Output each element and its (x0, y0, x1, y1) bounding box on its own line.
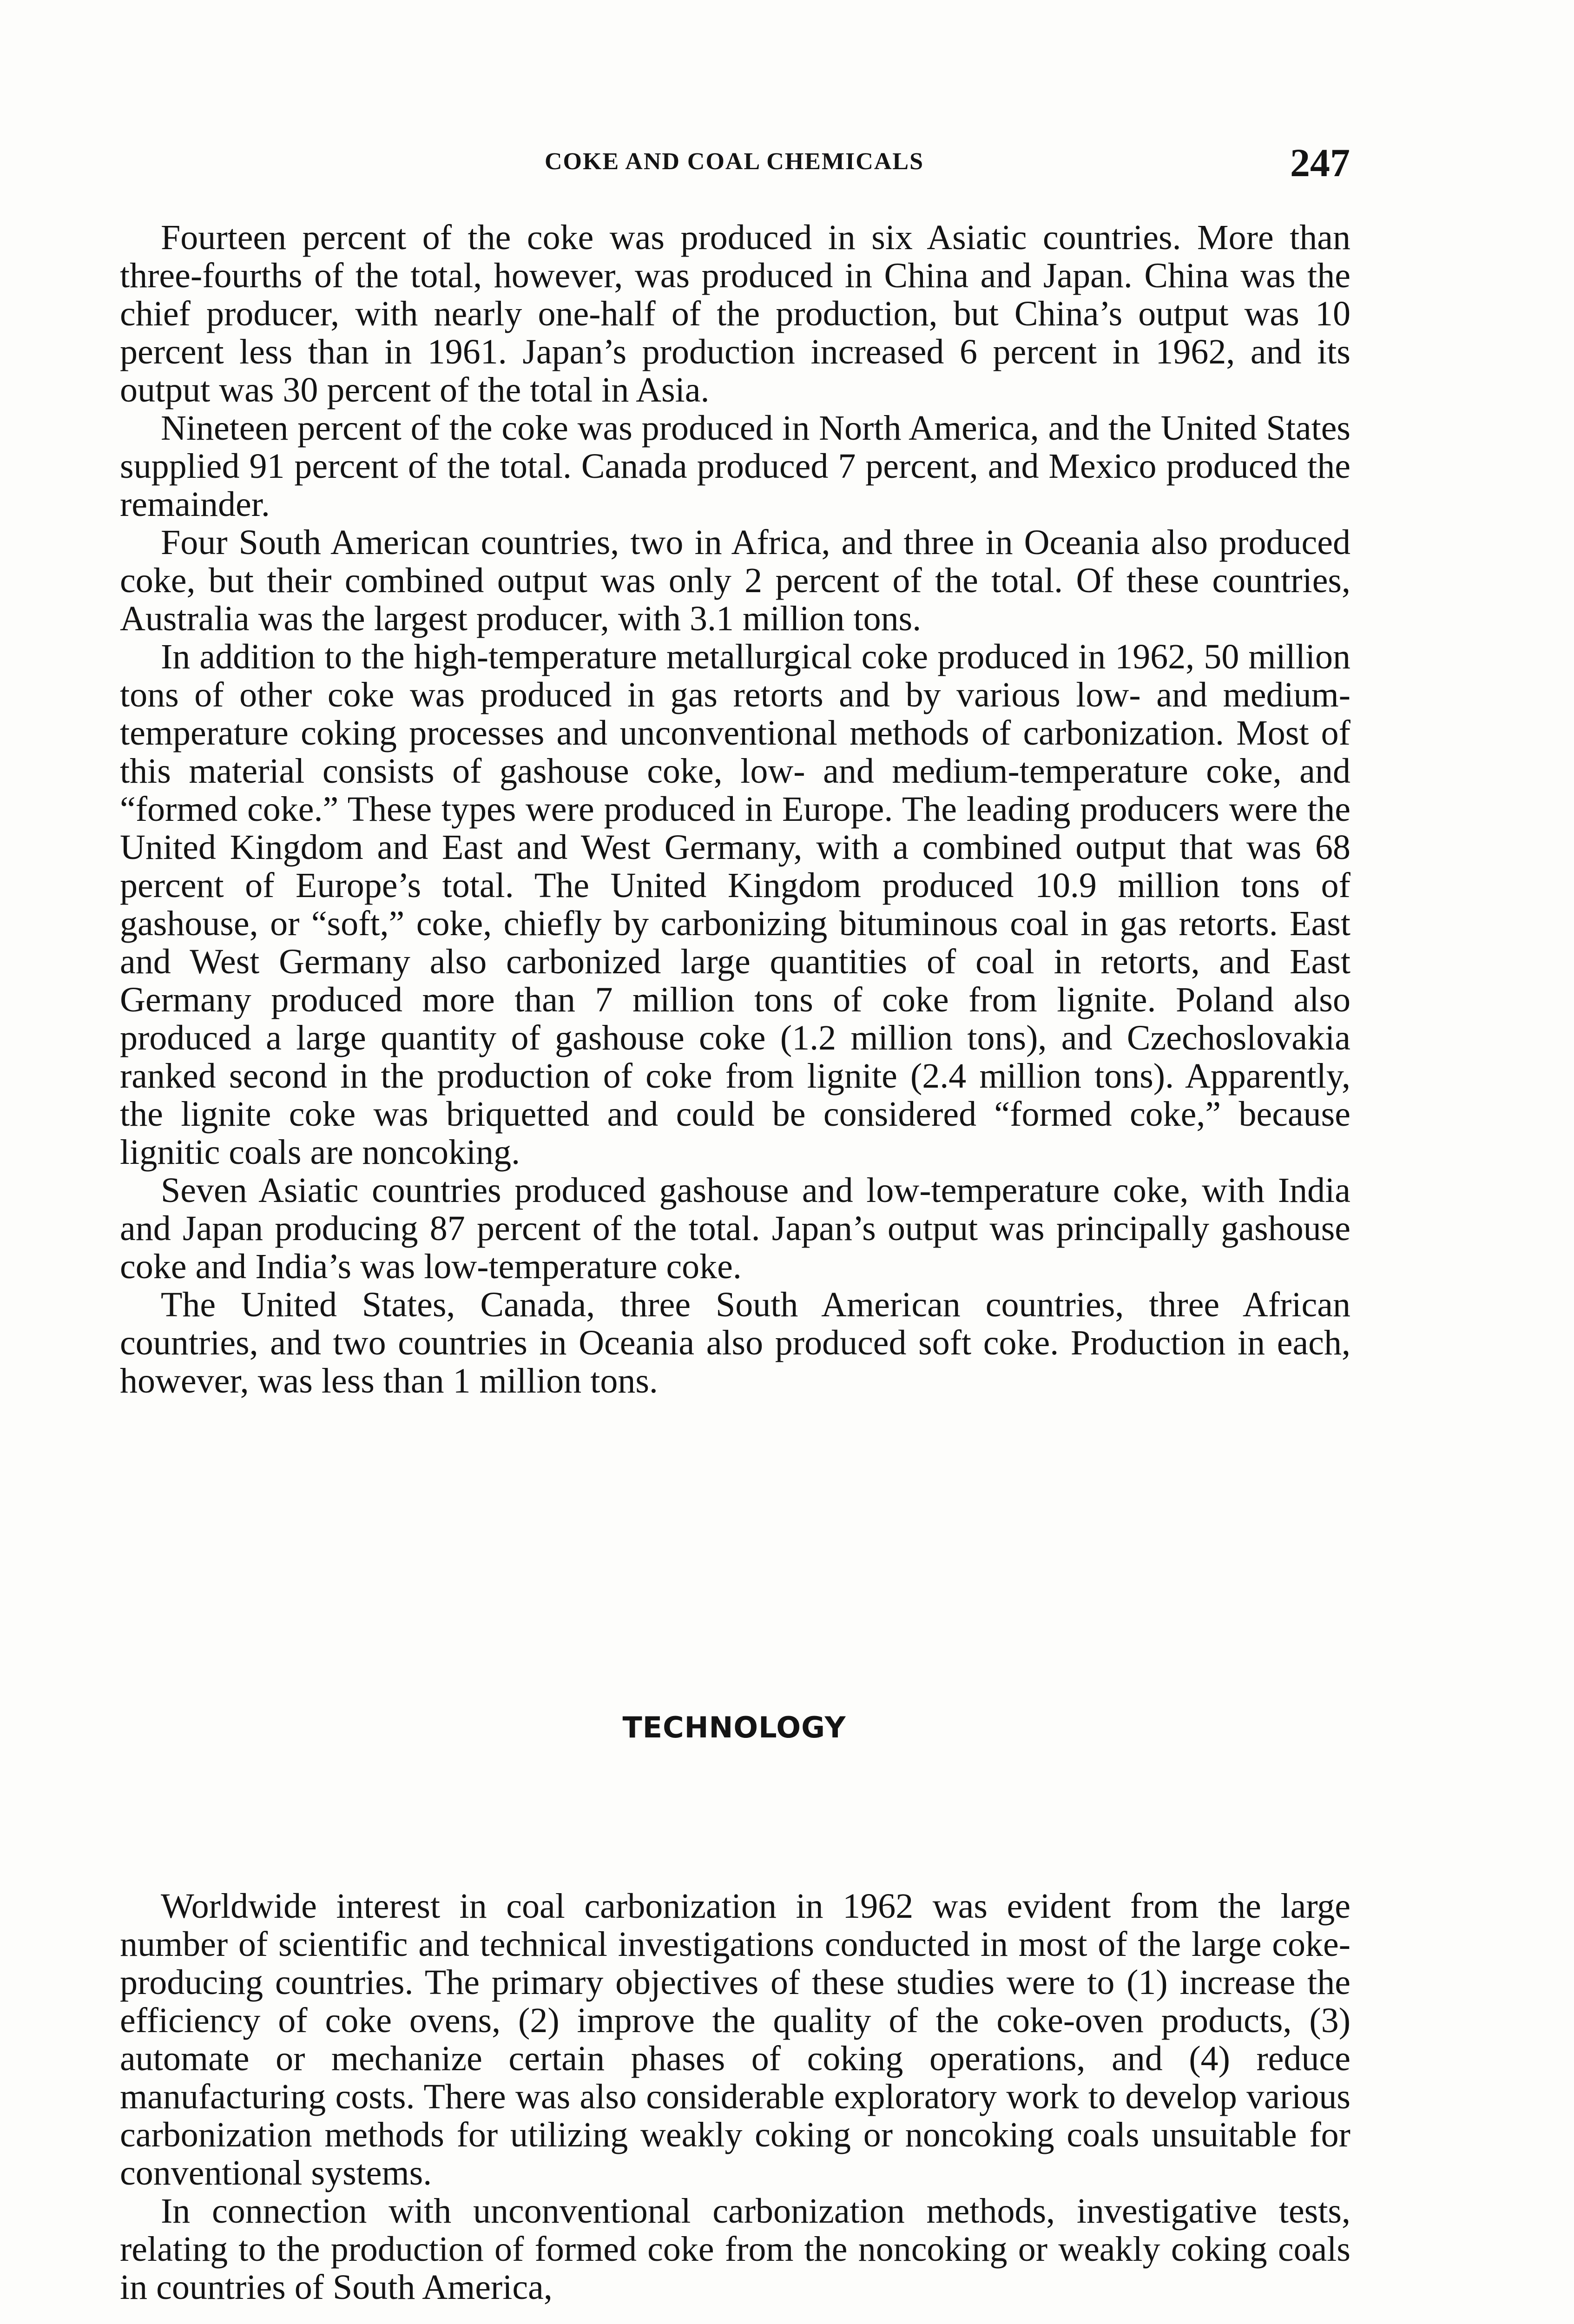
paragraph-south-america-africa-oceania: Four South American countries, two in Africa, and three in Oceania also produced coke, but their combined output was only 2 percent of the total. Of these countries, Australia was the largest producer, with 3.1 million tons. (120, 523, 1350, 638)
running-head (119, 139, 1350, 191)
body-text-lower (120, 1887, 1350, 2306)
section-heading-technology: TECHNOLOGY (622, 1710, 846, 1744)
paragraph-worldwide-interest: Worldwide interest in coal carbonization in 1962 was evident from the large number of scientific and technical investigations conducted in most of the large coke-producing countries. The primary objectives of these studies were to (1) increase the efficiency of coke ovens, (2) improve the quality of the coke-oven products, (3) automate or mechanize certain phases of coking operations, and (4) reduce manufacturing costs. There was also considerable exploratory work to develop various carbonization methods for utilizing weakly coking or noncoking coals unsuitable for conventional systems. (120, 1887, 1350, 2192)
paragraph-asia: Fourteen percent of the coke was produced in six Asiatic countries. More than three-fourths of the total, however, was produced in China and Japan. China was the chief producer, with nearly one-half of the production, but China’s output was 10 percent less than in 1961. Japan’s production increased 6 percent in 1962, and its output was 30 percent of the total in Asia. (120, 218, 1350, 409)
body-text-upper (120, 218, 1350, 1400)
paragraph-asiatic-gashouse: Seven Asiatic countries produced gashouse and low-temperature coke, with India and Japan producing 87 percent of the total. Japan’s output was principally gashouse coke and India’s was low-temperature coke. (120, 1171, 1350, 1286)
running-title: COKE AND COAL CHEMICALS (545, 148, 924, 175)
paragraph-unconventional-methods: In connection with unconventional carbonization methods, investigative tests, relating to the production of formed coke from the noncoking or weakly coking coals in countries of South America, (120, 2192, 1350, 2307)
paragraph-other-coke: In addition to the high-temperature metallurgical coke produced in 1962, 50 million tons of other coke was produced in gas retorts and by various low- and medium-temperature coking processes and unconventional methods of carbonization. Most of this material consists of gashouse coke, low- and medium-temperature coke, and “formed coke.” These types were produced in Europe. The leading producers were the United Kingdom and East and West Germany, with a combined output that was 68 percent of Europe’s total. The United Kingdom produced 10.9 million tons of gashouse, or “soft,” coke, chiefly by carbonizing bituminous coal in gas retorts. East and West Germany also carbonized large quantities of coal in retorts, and East Germany produced more than 7 million tons of coke from lignite. Poland also produced a large quantity of gashouse coke (1.2 million tons), and Czechoslovakia ranked second in the production of coke from lignite (2.4 million tons). Apparently, the lignite coke was briquetted and could be considered “formed coke,” because lignitic coals are noncoking. (120, 637, 1350, 1172)
paragraph-soft-coke: The United States, Canada, three South American countries, three African countries, and two countries in Oceania also produced soft coke. Production in each, however, was less than 1 million tons. (120, 1285, 1350, 1400)
page-number: 247 (1290, 140, 1350, 185)
paragraph-north-america: Nineteen percent of the coke was produced in North America, and the United States supplied 91 percent of the total. Canada produced 7 percent, and Mexico produced the remainder. (120, 409, 1350, 524)
